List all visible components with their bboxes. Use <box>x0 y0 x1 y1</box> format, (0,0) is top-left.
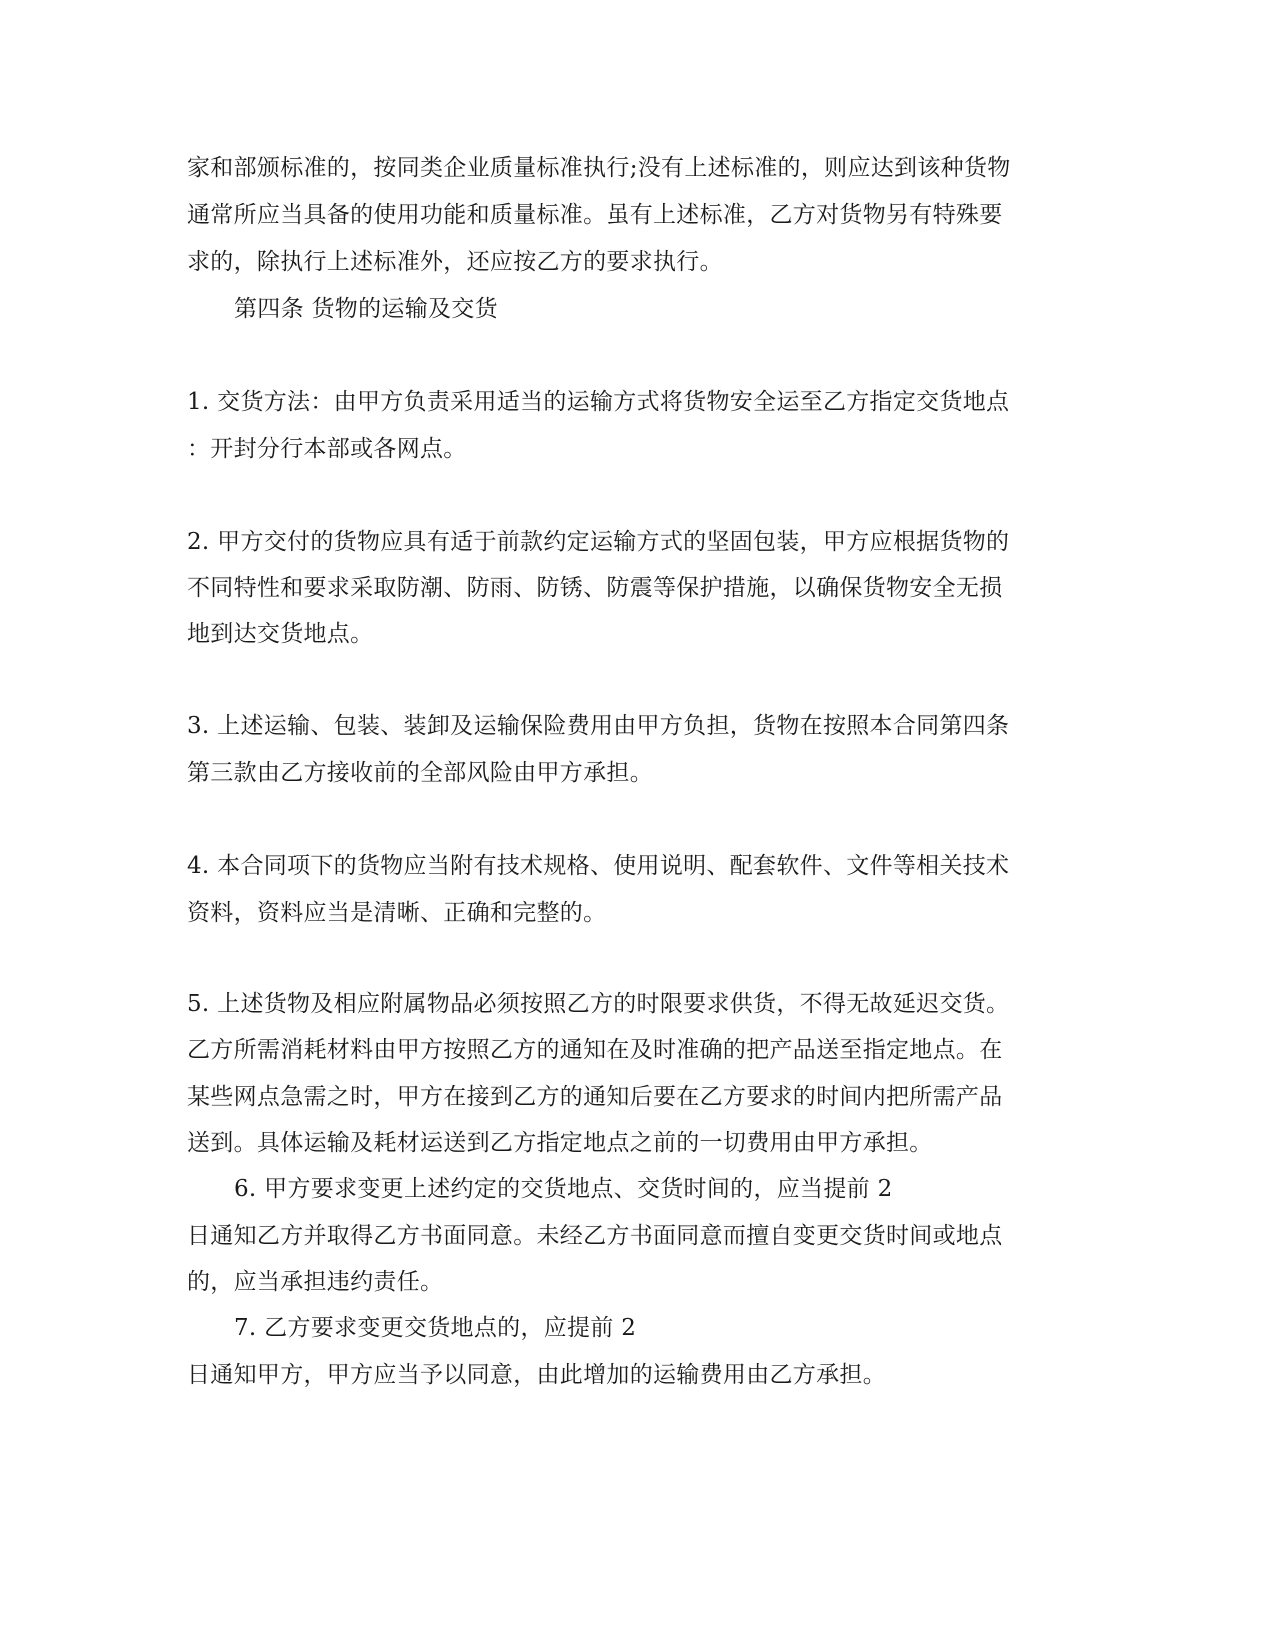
text-line: 通常所应当具备的使用功能和质量标准。虽有上述标准，乙方对货物另有特殊要 <box>187 202 1003 228</box>
text-line: 求的，除执行上述标准外，还应按乙方的要求执行。 <box>187 249 723 275</box>
text-line: 乙方所需消耗材料由甲方按照乙方的通知在及时准确的把产品送至指定地点。在 <box>187 1037 1003 1063</box>
text-line: 的，应当承担违约责任。 <box>187 1269 444 1295</box>
text-line: 第三款由乙方接收前的全部风险由甲方承担。 <box>187 760 653 786</box>
text-line: 3. 上述运输、包装、装卸及运输保险费用由甲方负担，货物在按照本合同第四条 <box>187 713 1010 739</box>
text-line: 地到达交货地点。 <box>187 621 374 647</box>
text-line: 某些网点急需之时，甲方在接到乙方的通知后要在乙方要求的时间内把所需产品 <box>187 1084 1003 1110</box>
text-line: 5. 上述货物及相应附属物品必须按照乙方的时限要求供货，不得无故延迟交货。 <box>187 991 1010 1017</box>
text-line: 1. 交货方法：由甲方负责采用适当的运输方式将货物安全运至乙方指定交货地点 <box>187 389 1010 415</box>
text-line: 资料，资料应当是清晰、正确和完整的。 <box>187 900 607 926</box>
section-heading: 第四条 货物的运输及交货 <box>234 296 498 322</box>
text-line: 4. 本合同项下的货物应当附有技术规格、使用说明、配套软件、文件等相关技术 <box>187 853 1010 879</box>
text-line: 日通知甲方，甲方应当予以同意，由此增加的运输费用由乙方承担。 <box>187 1362 886 1388</box>
text-line: 2. 甲方交付的货物应具有适于前款约定运输方式的坚固包装，甲方应根据货物的 <box>187 529 1010 555</box>
text-line: 不同特性和要求采取防潮、防雨、防锈、防震等保护措施，以确保货物安全无损 <box>187 575 1003 601</box>
text-line: ：开封分行本部或各网点。 <box>187 436 467 462</box>
text-line: 送到。具体运输及耗材运送到乙方指定地点之前的一切费用由甲方承担。 <box>187 1130 933 1156</box>
text-line: 家和部颁标准的，按同类企业质量标准执行;没有上述标准的，则应达到该种货物 <box>187 155 1011 181</box>
text-line: 7. 乙方要求变更交货地点的，应提前 2 <box>234 1315 637 1341</box>
text-line: 6. 甲方要求变更上述约定的交货地点、交货时间的，应当提前 2 <box>234 1176 893 1202</box>
text-line: 日通知乙方并取得乙方书面同意。未经乙方书面同意而擅自变更交货时间或地点 <box>187 1223 1003 1249</box>
